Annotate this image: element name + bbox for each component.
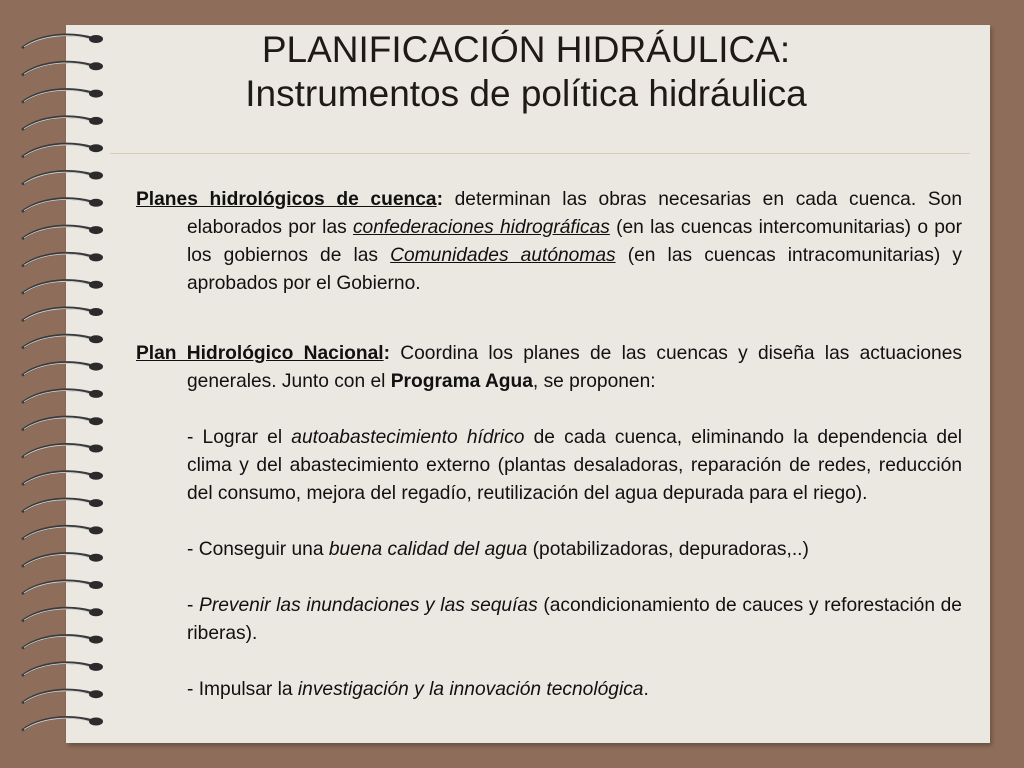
binding-ring [22, 444, 103, 457]
binding-ring [22, 35, 103, 48]
binding-ring [22, 144, 103, 157]
plan-nacional-term: Plan Hidrológico Nacional [136, 343, 384, 364]
programa-agua: Programa Agua [390, 371, 533, 392]
text: (en las cuencas intercomunitarias) o por los gobiernos de las [187, 217, 962, 266]
binding-ring [22, 308, 103, 321]
text: (en las cuencas intracomunitarias) y aprobados por el Gobierno. [187, 245, 962, 294]
text: - Conseguir una [187, 539, 329, 560]
planes-cuenca-paragraph [136, 186, 962, 298]
plan-nacional-paragraph [136, 340, 962, 396]
page-title [96, 28, 956, 116]
colon: : [436, 189, 443, 210]
spacer [136, 298, 962, 340]
binding-ring [22, 554, 103, 567]
binding-ring [22, 199, 103, 212]
binding-ring [22, 335, 103, 348]
emphasis: investigación y la innovación tecnológica [297, 679, 644, 700]
binding-ring [22, 635, 103, 648]
binding-ring [22, 89, 103, 102]
text: - Impulsar la [187, 679, 298, 700]
binding-ring [22, 472, 103, 485]
text: de cada cuenca, eliminando la dependencia del clima y del abastecimiento externo (plantas desaladoras, reparación de redes, reducción del consumo, mejora del regadío, reutilización del agua depurada para el riego). [187, 427, 963, 504]
comunidades-link: Comunidades autónomas [390, 245, 616, 266]
binding-ring [22, 717, 103, 730]
emphasis: Prevenir las inundaciones y las sequías [199, 595, 538, 616]
list-item [136, 592, 962, 648]
text: (acondicionamiento de cauces y reforestación de riberas). [187, 595, 962, 644]
binding-ring [22, 390, 103, 403]
confederaciones-link: confederaciones hidrográficas [352, 217, 610, 238]
title-line-1: PLANIFICACIÓN HIDRÁULICA: [261, 29, 791, 70]
text: - Lograr el [187, 427, 292, 448]
binding-ring [22, 608, 103, 621]
binding-ring [22, 117, 103, 130]
binding-ring [22, 581, 103, 594]
slide-body [136, 186, 962, 704]
spacer [136, 564, 962, 592]
binding-ring [22, 253, 103, 266]
spacer [136, 508, 962, 536]
emphasis: autoabastecimiento hídrico [291, 427, 525, 448]
title-line-2: Instrumentos de política hidráulica [245, 73, 807, 114]
text: determinan las obras necesarias en cada cuenca. Son elaborados por las [187, 189, 963, 238]
spacer [136, 648, 962, 676]
spacer [136, 396, 962, 424]
binding-ring [22, 663, 103, 676]
planes-cuenca-term: Planes hidrológicos de cuenca [136, 189, 437, 210]
binding-ring [22, 526, 103, 539]
binding-ring [22, 499, 103, 512]
binding-ring [22, 226, 103, 239]
list-item [136, 424, 962, 508]
binding-ring [22, 62, 103, 75]
binding-ring [22, 690, 103, 703]
title-divider [110, 153, 970, 154]
binding-ring [22, 417, 103, 430]
text: (potabilizadoras, depuradoras,..) [527, 539, 809, 560]
list-item [136, 536, 962, 564]
list-item [136, 676, 962, 704]
emphasis: buena calidad del agua [328, 539, 528, 560]
text: . [643, 679, 649, 700]
binding-ring [22, 362, 103, 375]
binding-ring [22, 171, 103, 184]
text: Coordina los planes de las cuencas y diseña las actuaciones generales. Junto con el [187, 343, 962, 392]
colon: : [383, 343, 391, 364]
text: , se proponen: [532, 371, 656, 392]
binding-ring [22, 281, 103, 294]
text: - [187, 595, 200, 616]
